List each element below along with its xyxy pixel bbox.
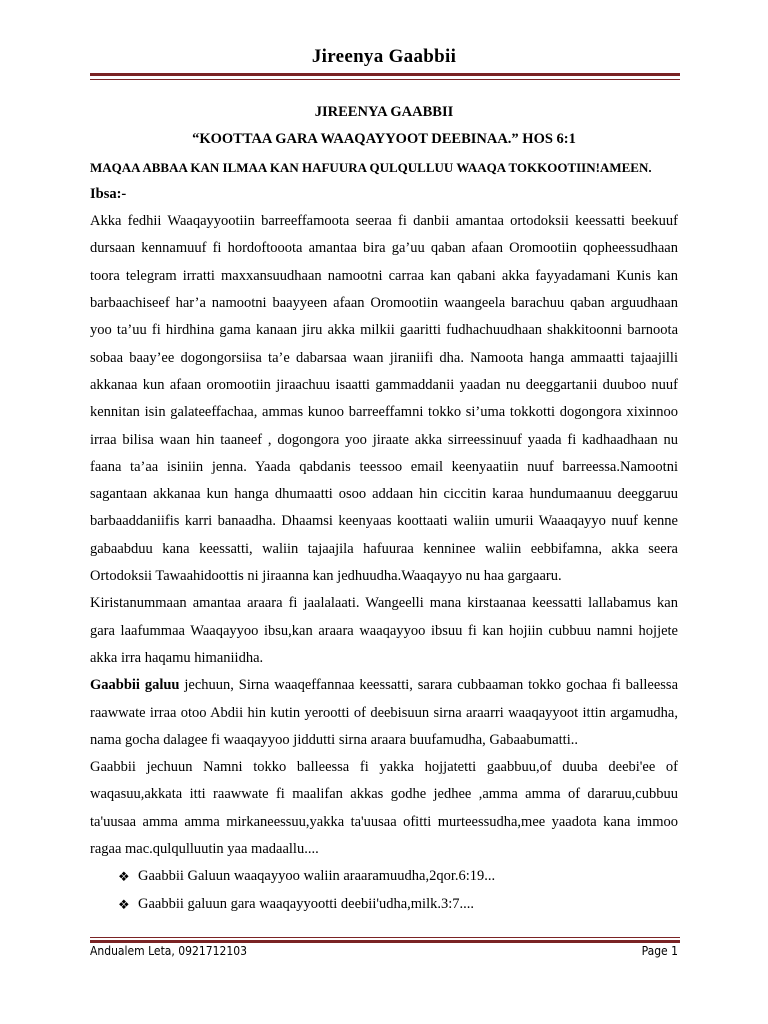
footer-rule-thick xyxy=(90,940,680,943)
paragraph-1: Akka fedhii Waaqayyootiin barreeffamoota seeraa fi danbii amantaa ortodoksii keessatti beekuuf dursaan kennamuuf fi hordoftooota amantaa bira ga’uu qaban afaan Oromootiin qopheessudhaan toora telegram irratti maxxansuudhaan namootni carraa kan qabani akka fayyadamani Kunis kan barbaachiseef har’a namootni baayyeen afaan Oromootiin waangeela barachuu qaban arguudhaan yoo ta’uu fi hirdhina gama kanaan jiru akka milkii gaaritti fudhachuudhaan shakkitoonni barnoota sobaa baay’ee dogongorsiisa ta’e dabarsaa waan jiraniifi dha. Namoota hanga ammaatti tajaajilli akkanaa kun afaan oromootiin jiraachuu isaatti gammaddanii yaadan nu deeggartanii duuboo nuuf kennitan isin galateeffachaa, ammas kunoo barreeffamni tokko si’uma tokkotti dogongora xixinnoo irraa bilisa waan hin taaneef , dogongora yoo jiraate akka sirreessinuuf yaada fi kadhaadhaan nu faana ta’aa isiniin jenna. Yaada qabdanis teessoo email keenyaatiin nuuf barreessa.Namootni sagantaan akkanaa kun hanga dhumaatti osoo addaan hin ciccitin karaa hundumaanuu deeggaruu barbaaddaniifis karri banaadha. Dhaamsi keenyaas koottaati waliin umurii Waaaqayyo nuuf kenne gabaabduu kana keessatti, waliin tajaajila hafuuraa kenninee waliin eebbifamna, akka seera Ortodoksii Tawaahidoottis ni jiraanna kan jedhuudha.Waaqayyo nu haa gargaaru. xyxy=(90,213,678,585)
paragraph-2: Kiristanummaan amantaa araara fi jaalalaati. Wangeelli mana kirstaanaa keessatti lallabamus kan gara laafummaa Waaqayyoo ibsu,kan araara waaqayyoo ibsuu fi kan hojiin cubbuu namni hojjete akka irra haqamu himaniidha. xyxy=(90,595,678,666)
bullet-list xyxy=(90,863,678,918)
list-item xyxy=(118,863,678,890)
paragraph-3-text: jechuun, Sirna waaqeffannaa keessatti, sarara cubbaaman tokko gochaa fi balleessa raawwate irraa otoo Abdii hin kutin yerootti of deebisuun sirna araarri waaqayyoot ittin argamudha, nama gocha dalagee fi waaqayyoo jiddutti sirna araara buufamudha, Gabaabumatti.. xyxy=(90,677,679,748)
paragraph-3-bold-term: Gaabbii galuu xyxy=(90,677,180,694)
list-item-text: Gaabbii Galuun waaqayyoo waliin araaramuudha,2qor.6:19... xyxy=(138,868,496,885)
page-footer xyxy=(90,944,678,958)
bullet-diamond-icon: ❖ xyxy=(118,896,130,912)
header-rule-thick xyxy=(90,73,680,76)
paragraph-3 xyxy=(90,672,678,754)
page-header-title: Jireenya Gaabbii xyxy=(311,46,457,67)
list-item-text: Gaabbii galuun gara waaqayyootti deebii'udha,milk.3:7.... xyxy=(138,895,475,912)
document-body xyxy=(90,99,678,918)
footer-page-number: Page 1 xyxy=(641,944,678,958)
header-rule-thin xyxy=(90,79,680,80)
footer-author: Andualem Leta, 0921712103 xyxy=(90,944,247,958)
bullet-diamond-icon: ❖ xyxy=(118,869,130,885)
list-item xyxy=(118,891,678,918)
document-subheading: “KOOTTAA GARA WAAQAYYOOT DEEBINAA.” HOS 6:1 xyxy=(192,131,576,148)
paragraph-4: Gaabbii jechuun Namni tokko balleessa fi yakka hojjatetti gaabbuu,of duuba deebi'ee of waqasuu,akkata itti raawwate fi maalifan akkas godhe jedhee ,amma amma of dararuu,cubbuu ta'uusaa amma amma mirkaneessuu,yakka ta'uusaa ofitti murteessudha,mee yaadota kana immoo ragaa mac.qulqulluutin yaa madaallu.... xyxy=(90,759,678,858)
footer-rule-thin xyxy=(90,937,680,938)
invocation-line: MAQAA ABBAA KAN ILMAA KAN HAFUURA QULQULLUU WAAQA TOKKOOTIIN!AMEEN. xyxy=(90,159,652,175)
ibsa-label: Ibsa:- xyxy=(90,185,127,202)
document-heading: JIREENYA GAABBII xyxy=(314,104,454,120)
